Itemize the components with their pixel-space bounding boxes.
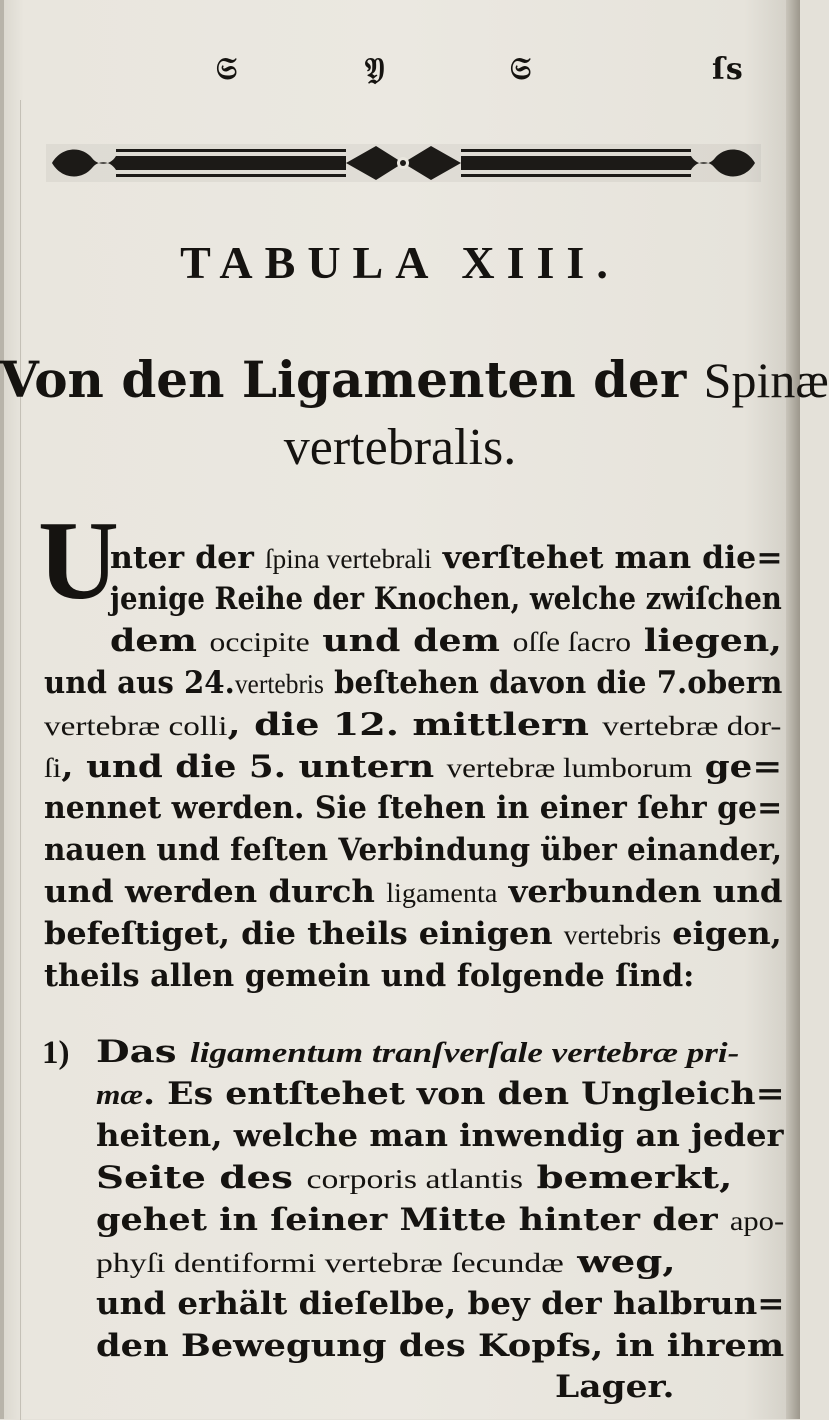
german-text: und aus 24.	[44, 665, 235, 701]
paragraph-line	[110, 623, 782, 659]
german-text: und dem	[309, 623, 513, 659]
german-text: theils allen gemein und folgende ſind:	[44, 958, 695, 994]
item-1-line	[96, 1118, 784, 1154]
german-text: eigen,	[661, 916, 782, 952]
latin-text: apo-	[729, 1206, 785, 1236]
paragraph-line	[44, 665, 783, 701]
latin-text: occipite	[209, 627, 310, 657]
german-text: und erhält dieſelbe, bey der halbrun=	[96, 1286, 785, 1322]
german-text: dem	[110, 623, 210, 659]
german-text: und werden durch	[44, 874, 387, 910]
paragraph-line	[44, 707, 782, 743]
drop-capital: U	[38, 499, 119, 623]
item-number: 1)	[42, 1035, 70, 1071]
german-text: nauen und feſten Verbindung über einander,	[44, 832, 782, 868]
german-text: nennet werden. Sie ſtehen in einer ſehr ge=	[44, 790, 783, 826]
latin-text: oſſe ſacro	[512, 627, 632, 657]
page-right-edge	[786, 0, 800, 1419]
german-text: . Es entſtehet von den Ungleich=	[142, 1076, 785, 1112]
german-text: liegen,	[631, 623, 782, 659]
german-text: , und die 5. untern	[61, 749, 447, 785]
german-text: weg,	[563, 1244, 676, 1280]
german-text: gehet in ſeiner Mitte hinter der	[96, 1202, 730, 1238]
latin-text: ſpina vertebrali	[264, 544, 432, 574]
latin-text: ligamenta	[386, 878, 498, 908]
paragraph-line	[44, 958, 695, 994]
signature-mark-left: 𝔖	[216, 52, 239, 87]
page-left-edge	[0, 0, 4, 1419]
latin-text: corporis atlantis	[306, 1164, 523, 1194]
paragraph-line	[110, 581, 782, 617]
chapter-title-line-1	[0, 350, 829, 409]
german-text: Lager.	[555, 1369, 675, 1405]
german-text: Das	[96, 1034, 191, 1070]
german-text: den Bewegung des Kopfs, in ihrem	[96, 1328, 785, 1364]
item-1-line	[555, 1369, 675, 1405]
chapter-title-german: Von den Ligamenten der	[0, 350, 687, 409]
german-text: ge=	[692, 749, 783, 785]
signature-mark-right: 𝔖	[510, 52, 533, 87]
latin-text: vertebris	[563, 920, 662, 950]
german-text: verſtehet man die=	[431, 540, 783, 576]
german-text: heiten, welche man inwendig an jeder	[96, 1118, 784, 1154]
item-1-line	[96, 1244, 676, 1280]
paragraph-line	[44, 832, 782, 868]
ornamental-rule	[46, 140, 761, 186]
paragraph-line	[44, 790, 783, 826]
german-text: verbunden und	[497, 874, 783, 910]
latin-text: mæ	[96, 1080, 143, 1111]
latin-text: ſi	[44, 753, 62, 783]
chapter-title-line-2: vertebralis.	[283, 419, 517, 476]
item-1-line	[96, 1160, 733, 1196]
german-text: bemerkt,	[522, 1160, 733, 1196]
margin-rule	[20, 100, 21, 1420]
item-1-line	[96, 1328, 785, 1364]
paragraph-line	[44, 874, 783, 910]
chapter-title-latin: Spinæ	[703, 352, 829, 408]
latin-text: vertebris	[234, 669, 324, 699]
item-1-line	[96, 1076, 785, 1112]
german-text: jenige Reihe der Knochen, welche zwiſchen	[110, 581, 782, 617]
paragraph-line	[44, 916, 782, 952]
latin-text: phyſi dentiformi vertebræ ſecundæ	[96, 1248, 564, 1278]
paragraph-line	[110, 540, 783, 576]
german-text: beſtehen davon die 7.obern	[323, 665, 783, 701]
german-text: befeſtiget, die theils einigen	[44, 916, 564, 952]
item-1-line	[96, 1202, 785, 1238]
paragraph-line	[44, 749, 783, 785]
plate-number: TABULA XIII.	[180, 237, 620, 288]
signature-mark-middle: 𝔜	[365, 52, 386, 87]
folio-number: ſs	[712, 52, 744, 87]
latin-text: vertebræ colli	[44, 711, 228, 741]
german-text: , die 12. mittlern	[227, 707, 603, 743]
german-text: Seite des	[96, 1160, 307, 1196]
item-1-line	[96, 1034, 740, 1070]
german-text: nter der	[110, 540, 265, 576]
item-1-line	[96, 1286, 785, 1322]
latin-text: ligamentum tranſverſale vertebræ pri-	[190, 1038, 740, 1069]
latin-text: vertebræ lumborum	[446, 753, 693, 783]
latin-text: vertebræ dor-	[602, 711, 782, 741]
